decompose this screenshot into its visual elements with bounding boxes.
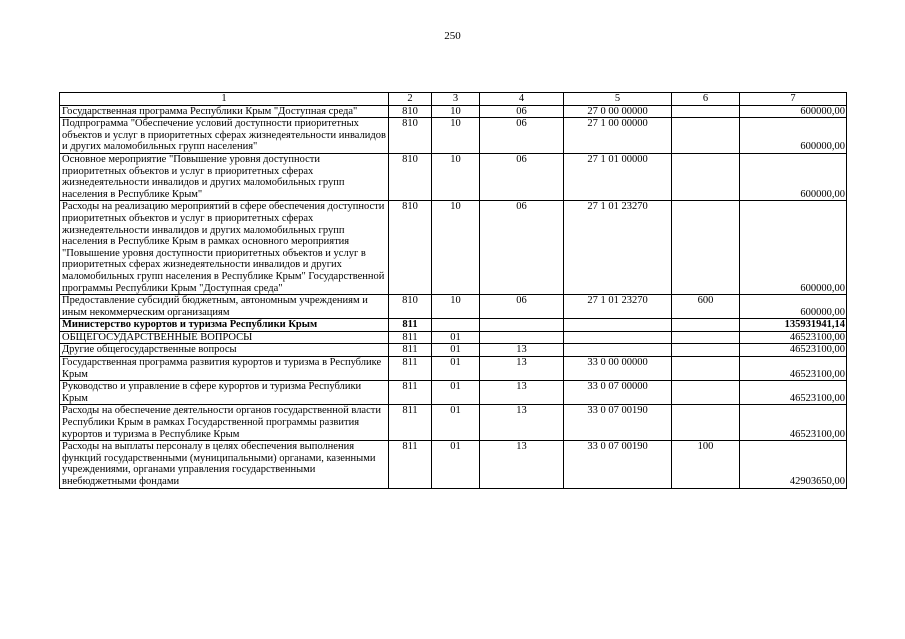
row-code-6 — [672, 118, 740, 154]
header-col-4: 4 — [480, 93, 564, 106]
row-code-6 — [672, 201, 740, 295]
row-code-3 — [432, 319, 480, 332]
row-code-6: 600 — [672, 295, 740, 319]
row-code-5: 33 0 00 00000 — [564, 357, 672, 381]
row-name: ОБЩЕГОСУДАРСТВЕННЫЕ ВОПРОСЫ — [60, 331, 389, 344]
row-code-6 — [672, 357, 740, 381]
table-row — [60, 344, 847, 357]
row-code-5 — [564, 319, 672, 332]
row-code-4: 13 — [480, 357, 564, 381]
header-col-2: 2 — [389, 93, 432, 106]
row-amount: 600000,00 — [740, 295, 847, 319]
row-code-3: 01 — [432, 331, 480, 344]
row-code-3: 01 — [432, 381, 480, 405]
row-code-3: 01 — [432, 357, 480, 381]
row-amount: 46523100,00 — [740, 331, 847, 344]
row-name: Государственная программа Республики Крым "Доступная среда" — [60, 105, 389, 118]
row-code-2: 811 — [389, 357, 432, 381]
row-code-5: 33 0 07 00190 — [564, 405, 672, 441]
row-amount: 600000,00 — [740, 118, 847, 154]
row-code-6 — [672, 405, 740, 441]
table-row — [60, 319, 847, 332]
row-amount: 42903650,00 — [740, 441, 847, 488]
row-code-2: 811 — [389, 319, 432, 332]
row-code-6 — [672, 105, 740, 118]
row-code-6 — [672, 381, 740, 405]
row-code-6 — [672, 319, 740, 332]
row-amount: 135931941,14 — [740, 319, 847, 332]
row-code-4: 06 — [480, 153, 564, 200]
row-code-2: 810 — [389, 153, 432, 200]
row-code-4: 13 — [480, 344, 564, 357]
row-code-6 — [672, 331, 740, 344]
row-code-2: 810 — [389, 118, 432, 154]
table-row — [60, 331, 847, 344]
row-amount: 46523100,00 — [740, 357, 847, 381]
header-col-5: 5 — [564, 93, 672, 106]
table-row — [60, 357, 847, 381]
row-code-2: 810 — [389, 201, 432, 295]
row-name: Расходы на выплаты персоналу в целях обеспечения выполнения функций государственными (муниципальными) органами, казенными учреждениями, органами управления государственными внебюджетными фондами — [60, 441, 389, 488]
row-amount: 46523100,00 — [740, 405, 847, 441]
row-code-2: 811 — [389, 405, 432, 441]
row-name: Предоставление субсидий бюджетным, автономным учреждениям и иным некоммерческим организациям — [60, 295, 389, 319]
row-code-2: 810 — [389, 105, 432, 118]
row-amount: 600000,00 — [740, 201, 847, 295]
row-code-4: 06 — [480, 118, 564, 154]
row-name: Подпрограмма "Обеспечение условий доступности приоритетных объектов и услуг в приоритетных сферах жизнедеятельности инвалидов и других маломобильных групп населения" — [60, 118, 389, 154]
row-code-5 — [564, 331, 672, 344]
row-code-5: 27 1 01 23270 — [564, 295, 672, 319]
row-name: Основное мероприятие "Повышение уровня доступности приоритетных объектов и услуг в приоритетных сферах жизнедеятельности инвалидов и других маломобильных групп населения в Республике Крым" — [60, 153, 389, 200]
table-row — [60, 201, 847, 295]
row-amount: 46523100,00 — [740, 381, 847, 405]
header-col-7: 7 — [740, 93, 847, 106]
row-amount: 600000,00 — [740, 153, 847, 200]
row-code-2: 811 — [389, 344, 432, 357]
row-code-3: 10 — [432, 153, 480, 200]
row-code-5: 27 0 00 00000 — [564, 105, 672, 118]
row-code-4: 13 — [480, 441, 564, 488]
row-code-3: 01 — [432, 405, 480, 441]
row-code-5: 33 0 07 00000 — [564, 381, 672, 405]
header-row — [60, 93, 847, 106]
row-code-4 — [480, 331, 564, 344]
row-code-5: 27 1 01 23270 — [564, 201, 672, 295]
page-number: 250 — [444, 30, 461, 42]
row-code-4: 06 — [480, 201, 564, 295]
row-code-6 — [672, 344, 740, 357]
row-amount: 600000,00 — [740, 105, 847, 118]
table-row — [60, 118, 847, 154]
row-code-4 — [480, 319, 564, 332]
row-name: Министерство курортов и туризма Республики Крым — [60, 319, 389, 332]
table-row — [60, 105, 847, 118]
row-name: Расходы на обеспечение деятельности органов государственной власти Республики Крым в рамках Государственной программы развития курортов и туризма в Республике Крым — [60, 405, 389, 441]
row-code-4: 06 — [480, 105, 564, 118]
row-name: Руководство и управление в сфере курортов и туризма Республики Крым — [60, 381, 389, 405]
row-code-3: 10 — [432, 295, 480, 319]
header-col-6: 6 — [672, 93, 740, 106]
row-code-3: 01 — [432, 441, 480, 488]
table-row — [60, 153, 847, 200]
row-name: Государственная программа развития курортов и туризма в Республике Крым — [60, 357, 389, 381]
row-code-4: 13 — [480, 405, 564, 441]
row-code-5: 33 0 07 00190 — [564, 441, 672, 488]
row-code-3: 10 — [432, 118, 480, 154]
row-code-2: 810 — [389, 295, 432, 319]
row-amount: 46523100,00 — [740, 344, 847, 357]
row-code-2: 811 — [389, 441, 432, 488]
table-row — [60, 295, 847, 319]
table-row — [60, 405, 847, 441]
header-col-1: 1 — [60, 93, 389, 106]
row-code-4: 13 — [480, 381, 564, 405]
row-code-2: 811 — [389, 381, 432, 405]
row-name: Расходы на реализацию мероприятий в сфере обеспечения доступности приоритетных объектов и услуг в приоритетных сферах жизнедеятельности инвалидов и других маломобильных групп населения в Республике Крым в рамках основного мероприятия "Повышение уровня доступности приоритетных объектов и услуг в приоритетных сферах жизнедеятельности инвалидов и других маломобильных групп населения в Республике Крым" Государственной программы Республики Крым "Доступная среда" — [60, 201, 389, 295]
row-code-5: 27 1 01 00000 — [564, 153, 672, 200]
budget-table — [59, 92, 847, 489]
row-name: Другие общегосударственные вопросы — [60, 344, 389, 357]
table-row — [60, 381, 847, 405]
row-code-6 — [672, 153, 740, 200]
row-code-5: 27 1 00 00000 — [564, 118, 672, 154]
row-code-6: 100 — [672, 441, 740, 488]
row-code-3: 10 — [432, 201, 480, 295]
row-code-3: 10 — [432, 105, 480, 118]
header-col-3: 3 — [432, 93, 480, 106]
row-code-3: 01 — [432, 344, 480, 357]
table-row — [60, 441, 847, 488]
row-code-5 — [564, 344, 672, 357]
row-code-2: 811 — [389, 331, 432, 344]
row-code-4: 06 — [480, 295, 564, 319]
